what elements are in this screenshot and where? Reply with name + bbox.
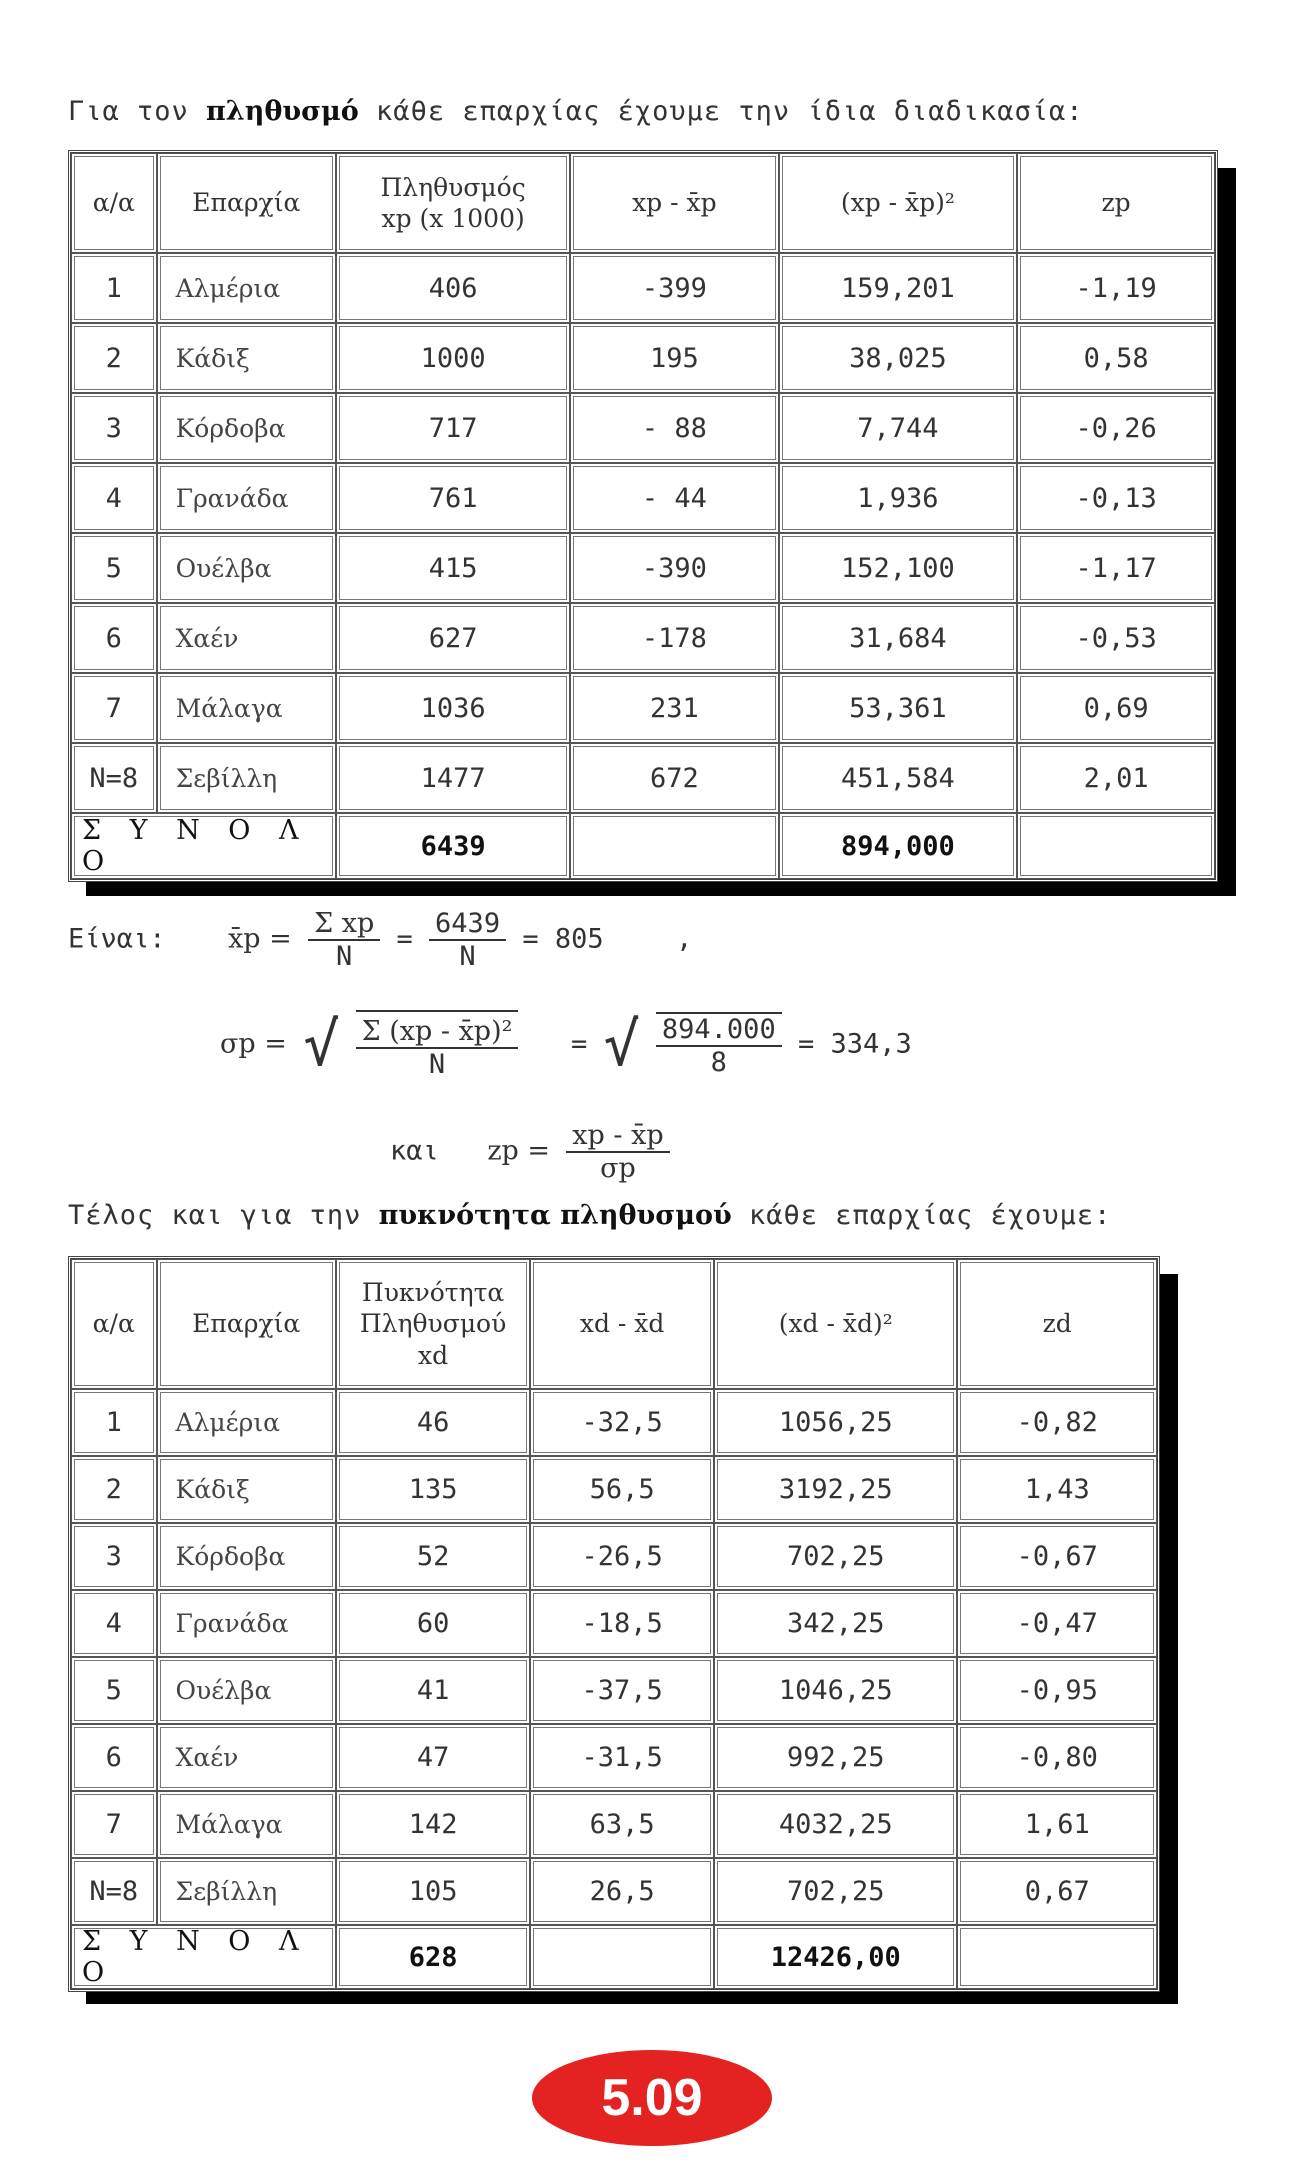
table-row	[71, 743, 1215, 813]
row-province: Κάδιξ	[157, 1456, 336, 1523]
row-province: Χαέν	[157, 1724, 336, 1791]
table-body	[71, 1389, 1157, 1925]
row-z: -0,26	[1017, 393, 1215, 463]
row-z: -0,53	[1017, 603, 1215, 673]
table-row	[71, 463, 1215, 533]
sigma-lhs: σp =	[220, 1028, 287, 1060]
total-row	[71, 1925, 1157, 1989]
row-index: 7	[71, 673, 157, 743]
row-province: Αλμέρια	[157, 1389, 336, 1456]
row-value: 41	[336, 1657, 530, 1724]
table-row	[71, 323, 1215, 393]
row-deviation-sq: 1056,25	[714, 1389, 958, 1456]
row-deviation: -32,5	[530, 1389, 714, 1456]
row-value: 1477	[336, 743, 570, 813]
intro-bold: πληθυσμό	[206, 96, 359, 127]
table-row	[71, 673, 1215, 743]
row-value: 627	[336, 603, 570, 673]
header-province: Επαρχία	[157, 1259, 336, 1389]
table-row	[71, 603, 1215, 673]
row-deviation: - 44	[570, 463, 778, 533]
sigma-formula	[220, 1010, 912, 1080]
page-number: 5.09	[601, 2069, 703, 2127]
total-empty	[1017, 813, 1215, 879]
sigma-eq: =	[570, 1028, 588, 1060]
row-deviation: 56,5	[530, 1456, 714, 1523]
row-deviation: -18,5	[530, 1590, 714, 1657]
table-header-row	[71, 1259, 1157, 1389]
population-table	[68, 150, 1218, 882]
sigma-num: Σ (xp - x̄p)²	[356, 1016, 519, 1049]
z-num: xp - x̄p	[566, 1120, 669, 1153]
row-deviation: -178	[570, 603, 778, 673]
row-value: 406	[336, 253, 570, 323]
kai-label: και	[390, 1135, 439, 1167]
sigma-num2: 894.000	[656, 1014, 782, 1047]
z-den: σp	[600, 1153, 636, 1184]
total-label: Σ Υ Ν Ο Λ Ο	[71, 1925, 336, 1989]
row-province: Χαέν	[157, 603, 336, 673]
sigma-result: = 334,3	[797, 1028, 912, 1060]
row-deviation-sq: 152,100	[779, 533, 1018, 603]
row-deviation-sq: 702,25	[714, 1523, 958, 1590]
density-table	[68, 1256, 1160, 1992]
row-deviation-sq: 3192,25	[714, 1456, 958, 1523]
row-deviation: -390	[570, 533, 778, 603]
row-province: Μάλαγα	[157, 673, 336, 743]
header-deviation: xd - x̄d	[530, 1259, 714, 1389]
row-z: -0,82	[957, 1389, 1157, 1456]
row-deviation: 672	[570, 743, 778, 813]
row-value: 142	[336, 1791, 530, 1858]
row-index: 3	[71, 393, 157, 463]
table-row	[71, 1389, 1157, 1456]
table-row	[71, 1657, 1157, 1724]
mean-fraction-2	[429, 908, 506, 972]
row-deviation-sq: 1046,25	[714, 1657, 958, 1724]
row-z: 1,43	[957, 1456, 1157, 1523]
row-value: 761	[336, 463, 570, 533]
header-population-l2: xp (x 1000)	[381, 204, 525, 233]
row-province: Αλμέρια	[157, 253, 336, 323]
table-header-row	[71, 153, 1215, 253]
row-deviation: -31,5	[530, 1724, 714, 1791]
mean-lhs: x̄p =	[228, 923, 292, 955]
total-empty	[570, 813, 778, 879]
row-province: Κόρδοβα	[157, 393, 336, 463]
header-aa: α/α	[71, 1259, 157, 1389]
row-province: Ουέλβα	[157, 1657, 336, 1724]
table-row	[71, 1858, 1157, 1925]
table-row	[71, 1724, 1157, 1791]
header-z: zd	[957, 1259, 1157, 1389]
mean-den: N	[336, 941, 353, 972]
row-index: 1	[71, 253, 157, 323]
row-deviation-sq: 342,25	[714, 1590, 958, 1657]
row-value: 52	[336, 1523, 530, 1590]
row-value: 46	[336, 1389, 530, 1456]
z-lhs: zp =	[487, 1135, 551, 1167]
row-deviation: - 88	[570, 393, 778, 463]
intro-text: κάθε επαρχίας έχουμε την ίδια διαδικασία:	[358, 96, 1084, 127]
row-value: 1036	[336, 673, 570, 743]
row-province: Κόρδοβα	[157, 1523, 336, 1590]
row-z: 1,61	[957, 1791, 1157, 1858]
row-z: 0,67	[957, 1858, 1157, 1925]
table-body	[71, 253, 1215, 813]
row-index: 2	[71, 1456, 157, 1523]
row-index: 2	[71, 323, 157, 393]
row-deviation-sq: 159,201	[779, 253, 1018, 323]
header-population	[336, 153, 570, 253]
total-density: 628	[336, 1925, 530, 1989]
table-row	[71, 253, 1215, 323]
population-table-wrap	[68, 150, 1218, 878]
row-deviation: -37,5	[530, 1657, 714, 1724]
row-province: Μάλαγα	[157, 1791, 336, 1858]
intro-population	[68, 96, 1084, 127]
row-deviation-sq: 1,936	[779, 463, 1018, 533]
row-value: 717	[336, 393, 570, 463]
row-index: 6	[71, 1724, 157, 1791]
header-province: Επαρχία	[157, 153, 336, 253]
sigma-fraction	[356, 1010, 519, 1080]
row-deviation-sq: 53,361	[779, 673, 1018, 743]
mean-den2: N	[459, 941, 476, 972]
row-value: 1000	[336, 323, 570, 393]
table-row	[71, 1523, 1157, 1590]
mean-eq: =	[396, 923, 413, 955]
row-value: 60	[336, 1590, 530, 1657]
total-label: Σ Υ Ν Ο Λ Ο	[71, 813, 336, 879]
table-row	[71, 533, 1215, 603]
header-density	[336, 1259, 530, 1389]
header-z: zp	[1017, 153, 1215, 253]
intro-bold: πυκνότητα πληθυσμού	[378, 1200, 732, 1231]
mean-num: Σ xp	[308, 908, 380, 941]
row-value: 415	[336, 533, 570, 603]
row-value: 105	[336, 1858, 530, 1925]
total-row	[71, 813, 1215, 879]
total-empty	[530, 1925, 714, 1989]
z-fraction	[566, 1120, 669, 1184]
row-z: -0,95	[957, 1657, 1157, 1724]
mean-result: = 805	[522, 923, 604, 955]
row-value: 135	[336, 1456, 530, 1523]
row-z: 0,58	[1017, 323, 1215, 393]
row-deviation: -399	[570, 253, 778, 323]
row-index: 5	[71, 533, 157, 603]
table-row	[71, 1456, 1157, 1523]
z-formula	[390, 1120, 670, 1184]
row-deviation: 63,5	[530, 1791, 714, 1858]
row-z: -0,47	[957, 1590, 1157, 1657]
page-number-badge	[532, 2050, 772, 2146]
row-province: Κάδιξ	[157, 323, 336, 393]
table-row	[71, 1791, 1157, 1858]
row-z: -0,13	[1017, 463, 1215, 533]
header-deviation: xp - x̄p	[570, 153, 778, 253]
header-density-l1: Πυκνότητα	[361, 1278, 505, 1308]
sqrt-icon: √	[303, 1010, 340, 1080]
row-index: 4	[71, 1590, 157, 1657]
row-index: 3	[71, 1523, 157, 1590]
mean-num2: 6439	[429, 908, 506, 941]
total-empty	[957, 1925, 1157, 1989]
row-index: 4	[71, 463, 157, 533]
header-population-l1: Πληθυσμός	[380, 172, 526, 202]
mean-formula	[68, 908, 692, 972]
row-index: 1	[71, 1389, 157, 1456]
intro-text: κάθε επαρχίας έχουμε:	[731, 1200, 1112, 1231]
row-index: 6	[71, 603, 157, 673]
row-deviation-sq: 31,684	[779, 603, 1018, 673]
row-province: Σεβίλλη	[157, 1858, 336, 1925]
intro-density	[68, 1200, 1111, 1231]
row-z: -0,67	[957, 1523, 1157, 1590]
eival-label: Είναι:	[68, 923, 166, 955]
table-row	[71, 1590, 1157, 1657]
row-province: Γρανάδα	[157, 463, 336, 533]
total-deviation-sq: 894,000	[779, 813, 1018, 879]
header-deviation-sq: (xd - x̄d)²	[714, 1259, 958, 1389]
intro-text: Για τον	[68, 96, 207, 127]
row-index: N=8	[71, 1858, 157, 1925]
sigma-fraction-2	[656, 1012, 782, 1078]
row-deviation-sq: 451,584	[779, 743, 1018, 813]
intro-text: Τέλος και για την	[68, 1200, 379, 1231]
row-index: 7	[71, 1791, 157, 1858]
sqrt-icon: √	[603, 1010, 640, 1080]
row-deviation: 26,5	[530, 1858, 714, 1925]
header-aa: α/α	[71, 153, 157, 253]
total-population: 6439	[336, 813, 570, 879]
table-row	[71, 393, 1215, 463]
total-deviation-sq: 12426,00	[714, 1925, 958, 1989]
row-z: -1,19	[1017, 253, 1215, 323]
mean-comma: ,	[676, 923, 693, 955]
row-z: 0,69	[1017, 673, 1215, 743]
row-province: Σεβίλλη	[157, 743, 336, 813]
row-deviation-sq: 38,025	[779, 323, 1018, 393]
density-table-wrap	[68, 1256, 1160, 1986]
row-deviation-sq: 702,25	[714, 1858, 958, 1925]
row-deviation: 231	[570, 673, 778, 743]
mean-fraction	[308, 908, 380, 972]
row-province: Ουέλβα	[157, 533, 336, 603]
row-z: 2,01	[1017, 743, 1215, 813]
row-deviation-sq: 4032,25	[714, 1791, 958, 1858]
header-density-l2: Πληθυσμού	[359, 1309, 507, 1339]
row-deviation: 195	[570, 323, 778, 393]
row-index: N=8	[71, 743, 157, 813]
row-deviation-sq: 992,25	[714, 1724, 958, 1791]
row-deviation: -26,5	[530, 1523, 714, 1590]
row-z: -1,17	[1017, 533, 1215, 603]
sigma-den: N	[428, 1049, 446, 1080]
row-index: 5	[71, 1657, 157, 1724]
header-deviation-sq: (xp - x̄p)²	[779, 153, 1018, 253]
sigma-den2: 8	[710, 1047, 727, 1078]
row-z: -0,80	[957, 1724, 1157, 1791]
header-density-l3: xd	[418, 1340, 449, 1370]
row-province: Γρανάδα	[157, 1590, 336, 1657]
row-value: 47	[336, 1724, 530, 1791]
row-deviation-sq: 7,744	[779, 393, 1018, 463]
